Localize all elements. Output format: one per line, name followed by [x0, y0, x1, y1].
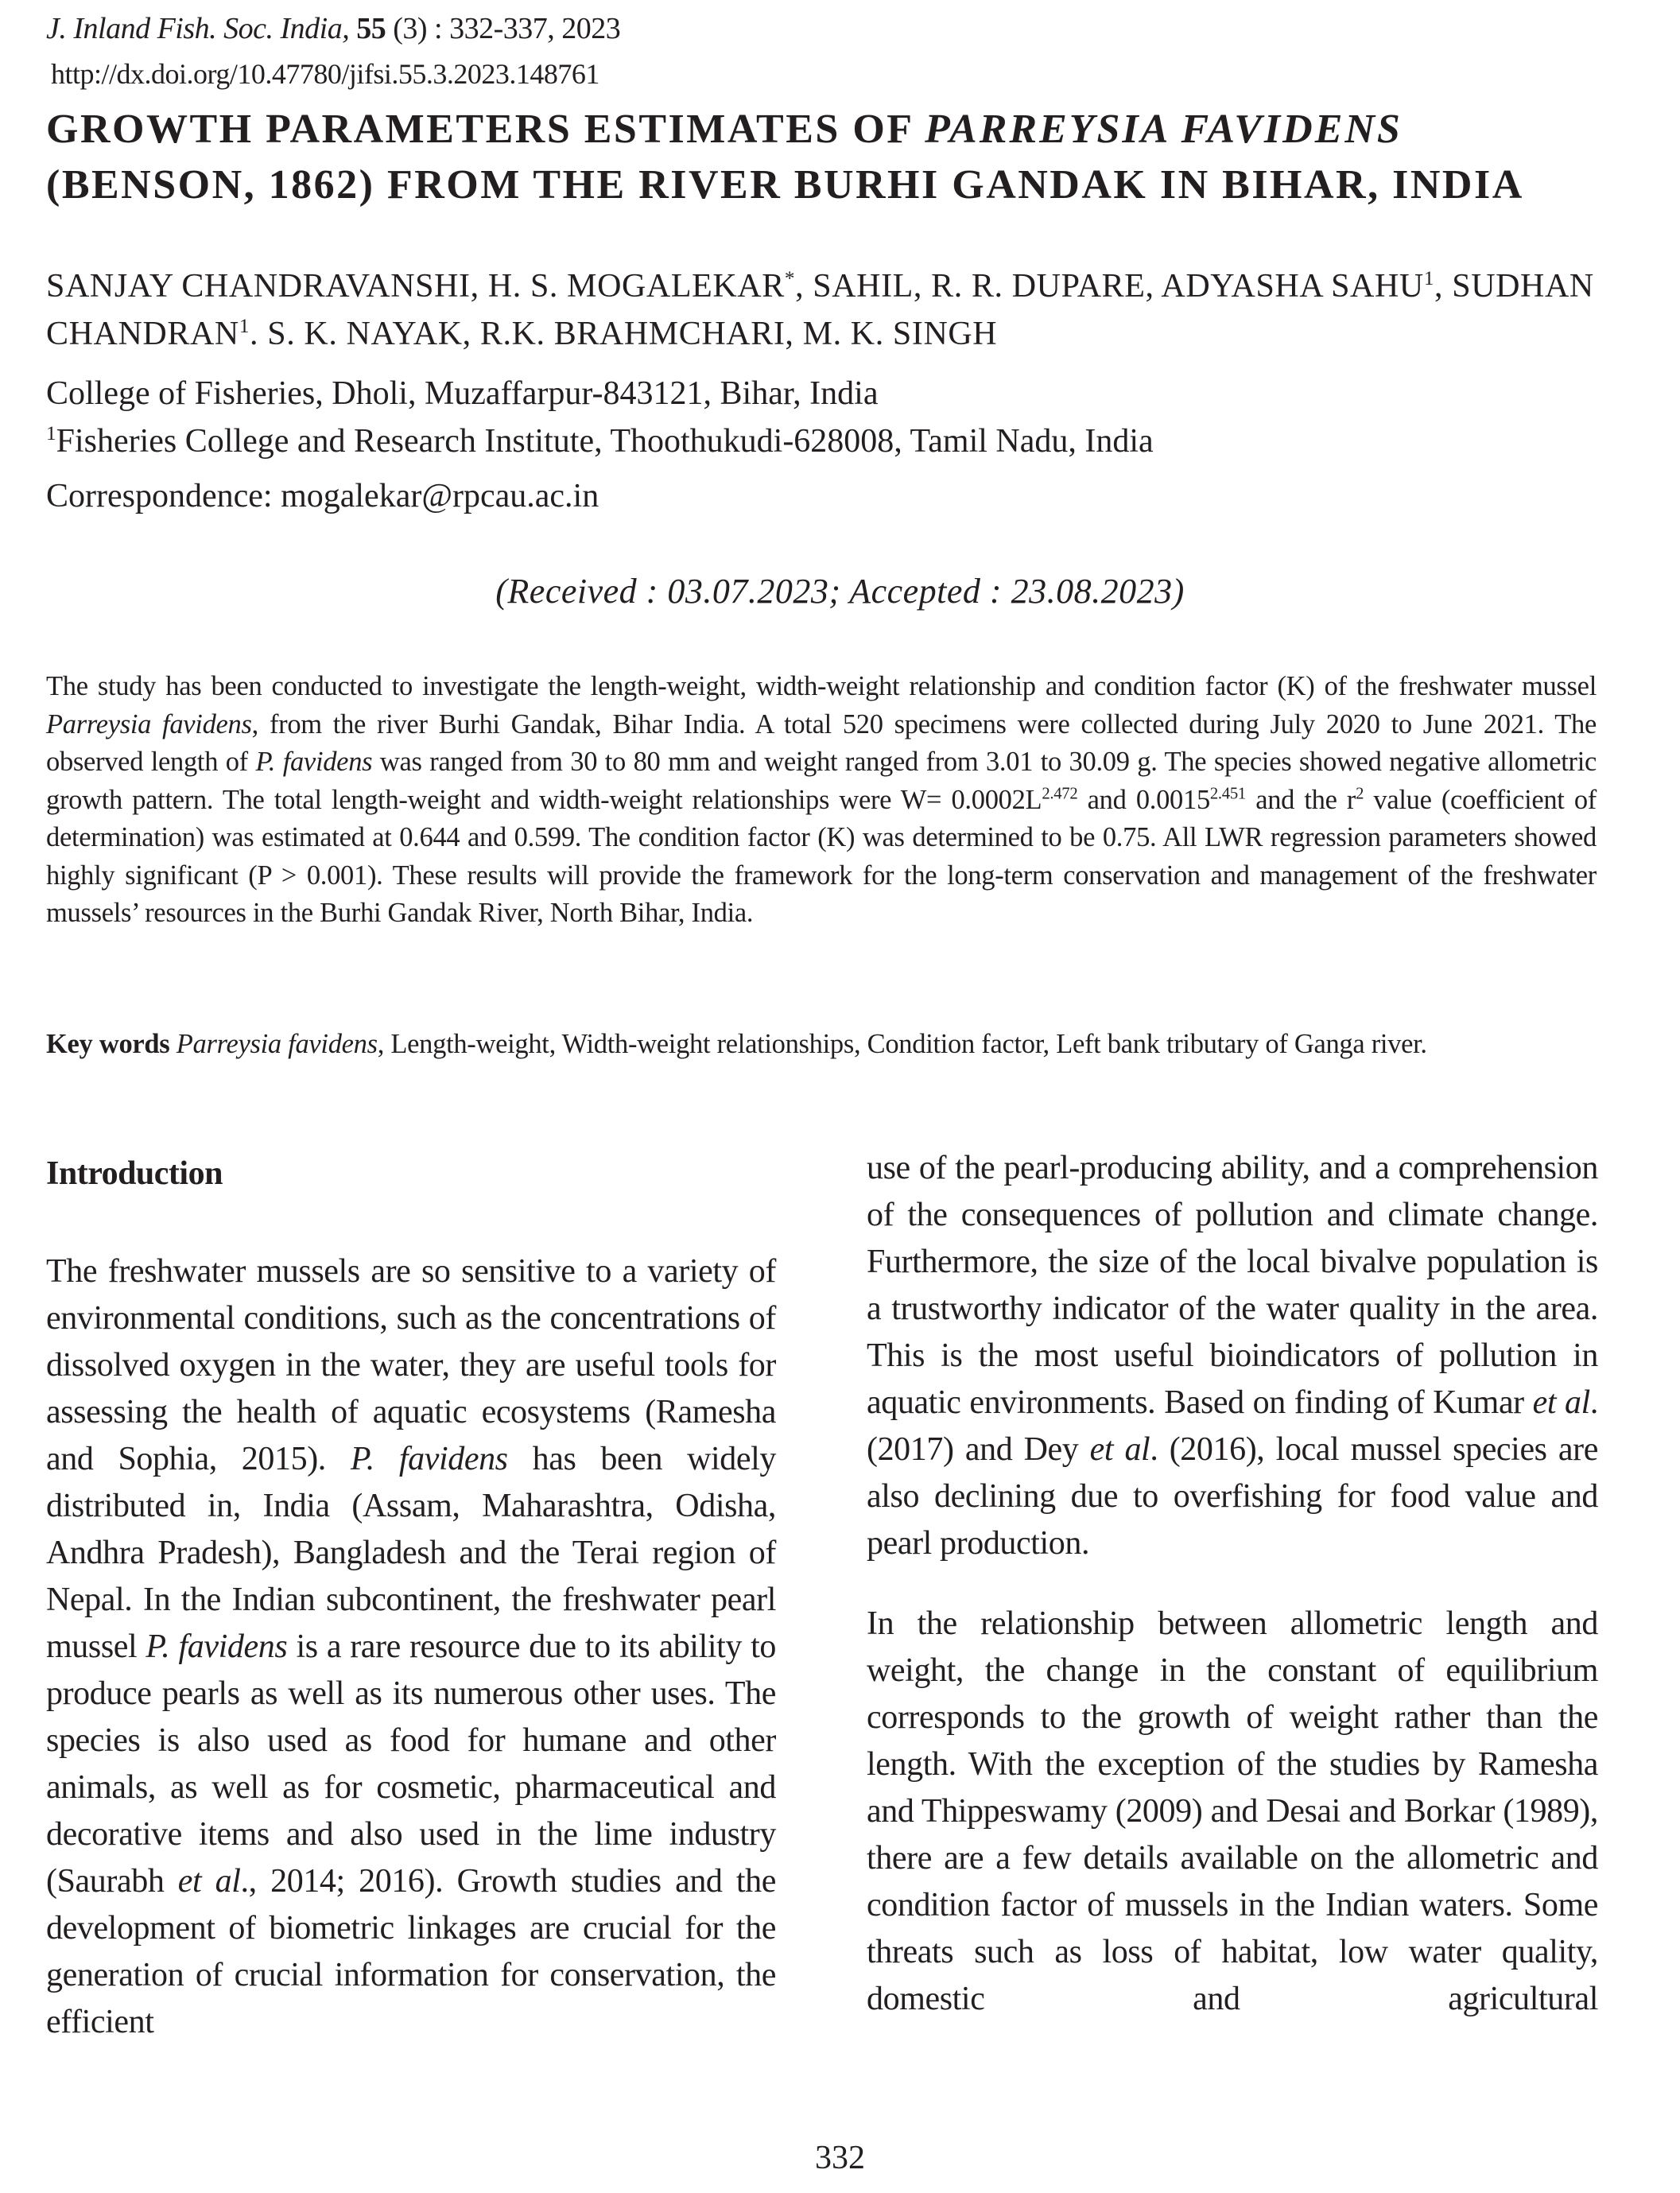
author-text: SANJAY CHANDRAVANSHI, H. S. MOGALEKAR	[46, 268, 785, 305]
title-species: PARREYSIA FAVIDENS	[925, 107, 1403, 152]
species-name: P. favidens	[145, 1628, 288, 1665]
abstract-text: and 0.0015	[1077, 784, 1210, 815]
body-text: . (2016), local mussel species are also declining due to overfishing for food value and pearl production.	[867, 1431, 1598, 1562]
corresponding-mark: *	[784, 268, 796, 289]
species-name: Parreysia favidens	[46, 708, 252, 739]
exponent: 2	[1356, 785, 1364, 802]
exponent: 2.472	[1042, 785, 1078, 802]
journal-citation	[46, 11, 620, 46]
title-text: GROWTH PARAMETERS ESTIMATES OF	[46, 107, 925, 152]
right-column	[867, 1145, 1598, 2023]
affiliation-mark: 1	[1423, 268, 1435, 289]
species-name: P. favidens	[255, 747, 373, 777]
author-text: , SAHIL, R. R. DUPARE, ADYASHA SAHU	[795, 268, 1424, 305]
body-text: use of the pearl-producing ability, and a comprehension of the consequences of pollution and climate change. Furthermore, the size of the local bivalve population is a trustworthy indicator of the water quality in the area. This is the most useful bioindicators of pollution in aquatic environments. Based on finding of Kumar	[867, 1150, 1598, 1421]
received-accepted-dates: (Received : 03.07.2023; Accepted : 23.08.2023)	[495, 572, 1185, 611]
affiliation-2-text: Fisheries College and Research Institute, Thoothukudi-628008, Tamil Nadu, India	[56, 423, 1154, 460]
keywords	[46, 1026, 1597, 1064]
keywords-text: , Length-weight, Width-weight relationships, Condition factor, Left bank tributary of Ganga river.	[377, 1029, 1427, 1059]
abstract-text: was ranged from 30 to 80 mm and weight ranged from 3.01 to 30.09 g. The species showed negative allometric growth pattern. The total length-weight and width-weight relationships were W= 0.0002L	[46, 747, 1597, 815]
author-list	[46, 262, 1604, 358]
affiliation-mark: 1	[239, 316, 250, 337]
species-name: Parreysia favidens	[176, 1029, 378, 1059]
paragraph	[46, 1248, 776, 2046]
body-text: ., 2014; 2016). Growth studies and the development of biometric linkages are crucial for the generation of crucial information for conservation, the efficient	[46, 1863, 776, 2040]
paragraph	[867, 1145, 1598, 1567]
species-name: P. favidens	[350, 1441, 508, 1477]
section-heading-introduction: Introduction	[46, 1155, 223, 1192]
exponent: 2.451	[1209, 785, 1246, 802]
paragraph: In the relationship between allometric length and weight, the change in the constant of equilibrium corresponds to the growth of weight rather than the length. With the exception of the studies by Ramesha and Thippeswamy (2009) and Desai and Borkar (1989), there are a few details available on the allometric and condition factor of mussels in the Indian waters. Some threats such as loss of habitat, low water quality, domestic and agricultural	[867, 1605, 1598, 2017]
page-number: 332	[815, 2140, 865, 2176]
title-text-line2: (BENSON, 1862) FROM THE RIVER BURHI GANDAK IN BIHAR, INDIA	[46, 162, 1524, 208]
body-text: . (2017) and Dey	[867, 1384, 1598, 1468]
affiliations	[46, 370, 1154, 465]
body-text: is a rare resource due to its ability to produce pearls as well as its numerous other uses. The species is also used as food for humane and other animals, as well as for cosmetic, pharmaceutical and decorative items and also used in the lime industry (Saurabh	[46, 1628, 777, 1900]
correspondence-email[interactable]: Correspondence: mogalekar@rpcau.ac.in	[46, 478, 599, 514]
author-text: . S. K. NAYAK, R.K. BRAHMCHARI, M. K. SINGH	[250, 316, 998, 352]
author-text: , SUDHAN CHANDRAN	[46, 268, 1594, 352]
journal-issue-pages: (3) : 332-337, 2023	[386, 12, 621, 45]
abstract-text: , from the river Burhi Gandak, Bihar India. A total 520 specimens were collected during July 2020 to June 2021. The observed length of	[46, 708, 1597, 777]
journal-name: J. Inland Fish. Soc. India,	[46, 12, 350, 45]
et-al: et al	[1089, 1431, 1150, 1468]
affiliation-mark: 1	[46, 423, 56, 444]
journal-volume: 55	[356, 12, 386, 45]
affiliation-1: College of Fisheries, Dholi, Muzaffarpur-843121, Bihar, India	[46, 375, 879, 412]
body-text: The freshwater mussels are so sensitive to a variety of environmental conditions, such as the concentrations of dissolved oxygen in the water, they are useful tools for assessing the health of aquatic ecosystems (Ramesha and Sophia, 2015).	[46, 1253, 776, 1477]
affiliation-2	[46, 417, 1154, 465]
doi-link[interactable]: http://dx.doi.org/10.47780/jifsi.55.3.2023.148761	[51, 58, 599, 90]
abstract-text: The study has been conducted to investigate the length-weight, width-weight relationship and condition factor (K) of the freshwater mussel	[46, 671, 1597, 701]
left-column	[46, 1248, 776, 2046]
keywords-label: Key words	[46, 1029, 177, 1059]
abstract-text: value (coefficient of determination) was estimated at 0.644 and 0.599. The condition factor (K) was determined to be 0.75. All LWR regression parameters showed highly significant (P > 0.001). These results will provide the framework for the long-term conservation and management of the freshwater mussels’ resources in the Burhi Gandak River, North Bihar, India.	[46, 784, 1597, 928]
abstract-text: and the r	[1245, 784, 1356, 815]
et-al: et al	[1532, 1384, 1590, 1421]
abstract	[46, 668, 1597, 933]
paper-title	[46, 102, 1600, 213]
et-al: et al	[177, 1863, 241, 1900]
body-text: has been widely distributed in, India (Assam, Maharashtra, Odisha, Andhra Pradesh), Bangladesh and the Terai region of Nepal. In the Indian subcontinent, the freshwater pearl mussel	[46, 1441, 777, 1665]
